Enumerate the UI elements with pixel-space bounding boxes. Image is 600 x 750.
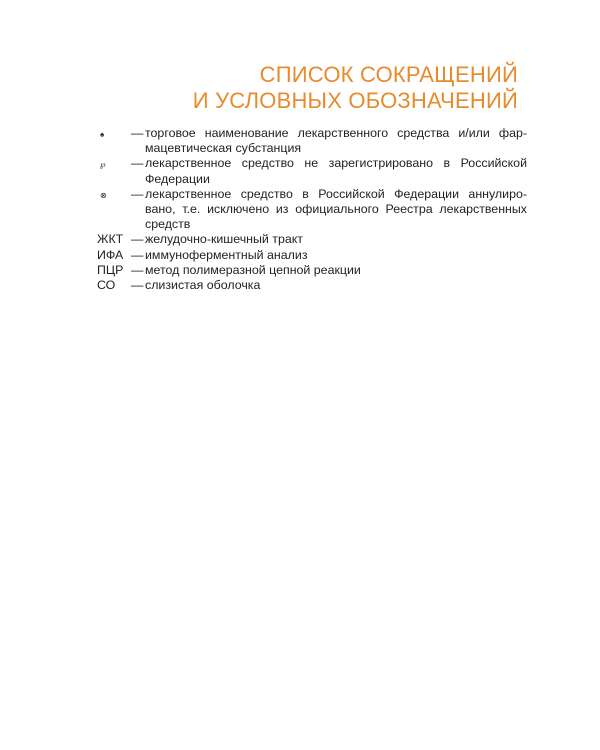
script-p-icon: ℘ — [100, 160, 106, 170]
definition-line: Федерации — [145, 171, 210, 186]
definition-line: лекарственное средство в Российской Федерации аннулиро- — [145, 186, 527, 201]
list-item-definition — [145, 278, 527, 293]
definition-line: средств — [145, 217, 191, 232]
definition-line: слизистая оболочка — [145, 278, 261, 293]
list-item — [97, 156, 527, 186]
list-item-term — [97, 156, 131, 172]
page-title — [193, 62, 518, 114]
title-line-2: И УСЛОВНЫХ ОБОЗНАЧЕНИЙ — [192, 88, 518, 113]
list-item-dash: — — [131, 278, 144, 293]
definition-line: торговое наименование лекарственного средства и/или фар- — [145, 126, 527, 140]
list-item-term: ИФА — [97, 247, 124, 262]
list-item-definition — [145, 187, 527, 233]
list-item-term: ПЦР — [97, 262, 124, 277]
list-item — [97, 263, 527, 278]
circled-x-icon: ⊗ — [100, 190, 107, 200]
list-item — [97, 126, 527, 156]
list-item — [97, 232, 527, 247]
list-item-definition — [145, 263, 527, 278]
list-item-term — [97, 187, 131, 203]
list-item-dash: — — [131, 156, 144, 171]
list-item — [97, 278, 527, 293]
definition-line: желудочно-кишечный тракт — [145, 232, 303, 247]
list-item-definition — [145, 126, 527, 156]
list-item-term — [97, 126, 131, 142]
title-line-1: СПИСОК СОКРАЩЕНИЙ — [259, 62, 518, 87]
list-item-dash: — — [131, 262, 144, 277]
list-item — [97, 248, 527, 263]
definition-line: мацевтическая субстанция — [145, 141, 302, 156]
list-item-definition — [145, 232, 527, 247]
list-item-term: СО — [97, 278, 116, 293]
list-item-definition — [145, 156, 527, 186]
spade-icon: ♠ — [100, 130, 105, 139]
definition-line: иммуноферментный анализ — [145, 247, 308, 262]
list-item-dash: — — [131, 186, 144, 201]
list-item — [97, 187, 527, 233]
list-item-dash: — — [131, 232, 144, 247]
definition-line: метод полимеразной цепной реакции — [145, 262, 361, 277]
list-item-term: ЖКТ — [97, 232, 124, 247]
definition-line: вано, т.е. исключено из официального Реестра лекарственных — [145, 202, 527, 217]
list-item-definition — [145, 248, 527, 263]
list-item-dash: — — [131, 126, 144, 140]
list-item-dash: — — [131, 247, 144, 262]
definition-line: лекарственное средство не зарегистрировано в Российской — [145, 156, 527, 171]
abbreviations-list — [97, 126, 527, 293]
